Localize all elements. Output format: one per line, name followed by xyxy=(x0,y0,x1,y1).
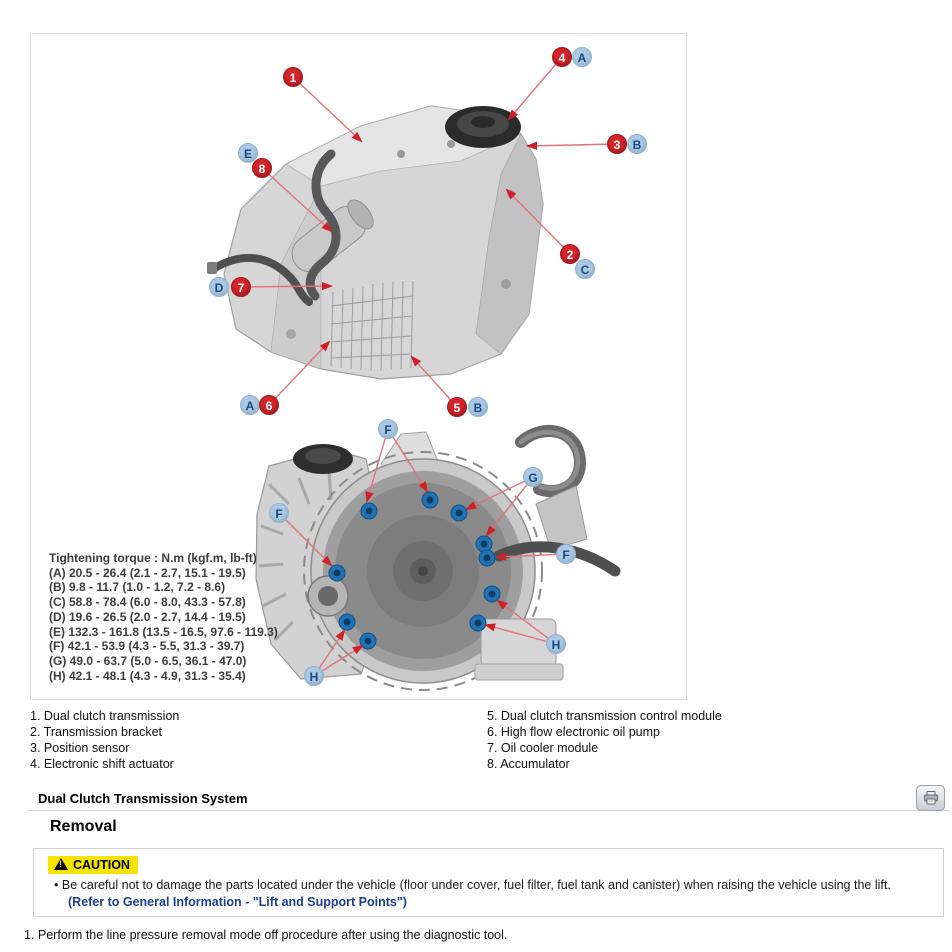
torque-line: (F) 42.1 - 53.9 (4.3 - 5.5, 31.3 - 39.7) xyxy=(49,639,245,654)
callout-num-6: 6 xyxy=(259,395,279,415)
callout-letter-A: A xyxy=(240,395,260,415)
print-button[interactable] xyxy=(916,785,945,811)
callout-letter-B: B xyxy=(468,397,488,417)
warning-triangle-icon xyxy=(54,858,68,870)
callout-letter-F: F xyxy=(378,419,398,439)
procedure-step-1: 1. Perform the line pressure removal mode off procedure after using the diagnostic tool. xyxy=(24,928,508,942)
removal-heading: Removal xyxy=(50,818,117,835)
torque-line: (A) 20.5 - 26.4 (2.1 - 2.7, 15.1 - 19.5) xyxy=(49,565,246,580)
torque-line: (D) 19.6 - 26.5 (2.0 - 2.7, 14.4 - 19.5) xyxy=(49,609,246,624)
torque-spec-block xyxy=(49,551,278,683)
part-item: 4. Electronic shift actuator xyxy=(30,757,174,771)
printer-icon xyxy=(923,791,939,805)
part-item: 6. High flow electronic oil pump xyxy=(487,725,660,739)
callout-letter-E: E xyxy=(238,143,258,163)
callout-num-7: 7 xyxy=(231,277,251,297)
callout-letter-H: H xyxy=(304,666,324,686)
caution-text: • Be careful not to damage the parts located under the vehicle (floor under cover, fuel filter, fuel tank and canister) when raising the vehicle using the lift. xyxy=(54,877,943,894)
callout-num-4: 4 xyxy=(552,47,572,67)
caution-reference-link[interactable]: (Refer to General Information - "Lift and Support Points") xyxy=(68,895,407,909)
callout-num-2: 2 xyxy=(560,244,580,264)
torque-line: (H) 42.1 - 48.1 (4.3 - 4.9, 31.3 - 35.4) xyxy=(49,668,246,683)
transmission-figure-panel xyxy=(30,33,687,700)
callout-letter-D: D xyxy=(209,277,229,297)
part-item: 2. Transmission bracket xyxy=(30,725,162,739)
callout-num-1: 1 xyxy=(283,67,303,87)
section-title: Dual Clutch Transmission System xyxy=(38,791,248,806)
callout-num-5: 5 xyxy=(447,397,467,417)
part-item: 5. Dual clutch transmission control module xyxy=(487,709,722,723)
torque-line: (E) 132.3 - 161.8 (13.5 - 16.5, 97.6 - 119.3) xyxy=(49,624,278,639)
top-view-illustration xyxy=(207,106,543,379)
torque-line: (C) 58.8 - 78.4 (6.0 - 8.0, 43.3 - 57.8) xyxy=(49,595,246,610)
torque-title: Tightening torque : N.m (kgf.m, lb-ft) xyxy=(49,551,257,565)
callout-letter-G: G xyxy=(523,467,543,487)
caution-box xyxy=(33,848,944,917)
callout-letter-F: F xyxy=(269,503,289,523)
torque-line: (G) 49.0 - 63.7 (5.0 - 6.5, 36.1 - 47.0) xyxy=(49,653,247,668)
caution-label xyxy=(48,856,138,874)
parts-list-left xyxy=(30,708,179,772)
callout-letter-F: F xyxy=(556,544,576,564)
callout-letter-H: H xyxy=(546,634,566,654)
part-item: 1. Dual clutch transmission xyxy=(30,709,180,723)
torque-line: (B) 9.8 - 11.7 (1.0 - 1.2, 7.2 - 8.6) xyxy=(49,580,226,595)
callout-letter-A: A xyxy=(572,47,592,67)
callout-num-8: 8 xyxy=(252,158,272,178)
callout-letter-C: C xyxy=(575,259,595,279)
part-item: 8. Accumulator xyxy=(487,757,570,771)
actuator-mount-shape xyxy=(445,106,521,148)
callout-letter-B: B xyxy=(627,134,647,154)
header-divider xyxy=(28,810,950,811)
callout-num-3: 3 xyxy=(607,134,627,154)
part-item: 3. Position sensor xyxy=(30,741,130,755)
caution-label-text: CAUTION xyxy=(73,858,130,872)
parts-list-right xyxy=(487,708,722,772)
part-item: 7. Oil cooler module xyxy=(487,741,599,755)
